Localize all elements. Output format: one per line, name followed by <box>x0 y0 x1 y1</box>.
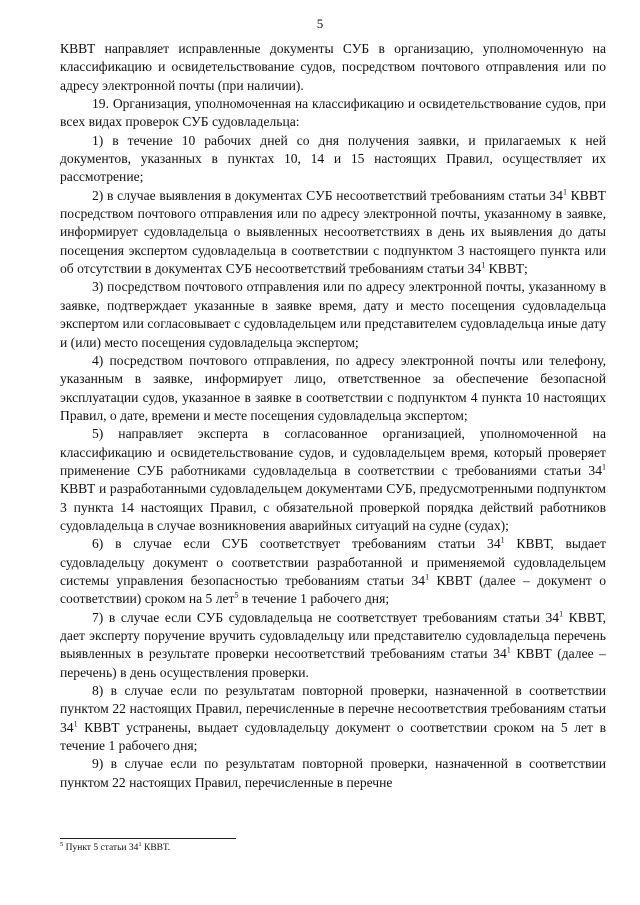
paragraph-item-3: 3) посредством почтового отправления или по адресу электронной почты, указанному в заявке, подтверждает указанные в заявке время, дату и место посещения судовладельца экспертом или согласовывает с судовладельцем или представителем судовладельца иные дату и (или) место посещения судовладельца экспертом; <box>60 279 606 350</box>
page-number: 5 <box>316 16 324 31</box>
paragraph-item-2: 2) в случае выявления в документах СУБ несоответствий требованиям статьи $34^1$ КВВТ посредством почтового отправления или по адресу электронной почты, указанному в заявке, информирует судовладельца о выявленных несоответствиях в день их выявления до даты посещения экспертом судовладельца в соответствии с подпунктом 3 настоящего пункта или об отсутствии в документах СУБ несоответствий требованиям статьи $34^1$ КВВТ; <box>60 187 606 277</box>
paragraph-item-8: 8) в случае если по результатам повторной проверки, назначенной в соответствии пунктом 22 настоящих Правил, перечисленные в перечне несоответствия требованиям статьи $34^1$ КВВТ устранены, выдает судовладельцу документ о соответствии сроком на 5 лет в течение 1 рабочего дня; <box>60 683 606 754</box>
footnote-reference: 5 <box>234 590 239 600</box>
paragraph-item-7: 7) в случае если СУБ судовладельца не соответствует требованиям статьи $34^1$ КВВТ, дает эксперту поручение вручить судовладельцу или представителю судовладельца перечень выявленных в результате проверки несоответствий требованиям статьи $34^1$ КВВТ (далее – перечень) в день осуществления проверки. <box>60 609 607 680</box>
paragraph-item-4: 4) посредством почтового отправления, по адресу электронной почты или телефону, указанным в заявке, информирует лицо, ответственное за обеспечение безопасной эксплуатации судов, указанное в заявке в соответствии с подпунктом 4 пункта 10 настоящих Правил, о дате, времени и месте посещения судовладельца экспертом; <box>60 352 606 423</box>
paragraph-item-1: 1) в течение 10 рабочих дней со дня получения заявки, и прилагаемых к ней документов, указанных в пунктах 10, 14 и 15 настоящих Правил, осуществляет их рассмотрение; <box>60 132 606 185</box>
footnote-divider <box>60 838 236 839</box>
paragraph-item-9: 9) в случае если по результатам повторной проверки, назначенной в соответствии пунктом 22 настоящих Правил, перечисленные в перечне <box>60 756 606 790</box>
paragraph-item-5: 5) направляет эксперта в согласованное организацией, уполномоченной на классификацию и освидетельствование судов, и судовладельцем время, который проверяет применение СУБ работниками судовладельца в соответствии с требованиями статьи $34^1$ КВВТ и разработанными судовладельцем документами СУБ, предусмотренными подпунктом 3 пункта 14 настоящих Правил, с обязательной проверкой порядка действий работников судовладельца в случае возникновения аварийных ситуаций на судне (судах); <box>60 426 606 533</box>
body-text <box>60 40 606 792</box>
paragraph-continuation: КВВТ направляет исправленные документы СУБ в организацию, уполномоченную на классификацию и освидетельствование судов, посредством почтового отправления или по адресу электронной почты (при наличии). <box>60 41 606 93</box>
footnote: $^5$ Пункт 5 статьи $34^1$ КВВТ. <box>60 840 171 853</box>
paragraph-19: 19. Организация, уполномоченная на классификацию и освидетельствование судов, при всех видах проверок СУБ судовладельца: <box>60 96 606 130</box>
paragraph-item-6: 6) в случае если СУБ соответствует требованиям статьи $34^1$ КВВТ, выдает судовладельцу документ о соответствии разработанной и применяемой судовладельцем системы управления безопасностью требованиям статьи $34^1$ КВВТ (далее – документ о соответствии) сроком на 5 лет$^5$ в течение 1 рабочего дня; <box>60 535 606 607</box>
